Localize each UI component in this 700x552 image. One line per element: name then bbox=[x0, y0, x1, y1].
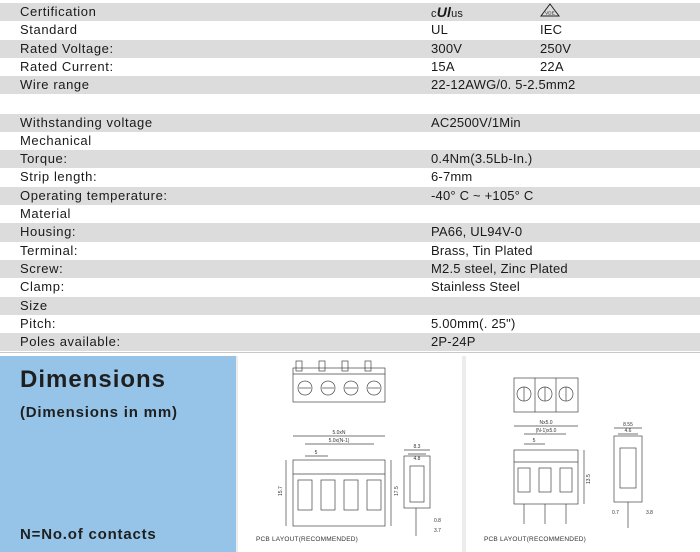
spec-value: PA66, UL94V-0 bbox=[431, 224, 523, 240]
dimension-drawing-2 bbox=[466, 356, 700, 552]
section-heading: Size bbox=[20, 297, 48, 313]
spec-label: Pitch: bbox=[20, 315, 57, 331]
svg-text:15.7: 15.7 bbox=[278, 486, 284, 496]
row-mechanical bbox=[0, 132, 700, 150]
spec-label: Rated Voltage: bbox=[20, 40, 114, 56]
vde-triangle-icon bbox=[540, 3, 560, 17]
row-housing bbox=[0, 223, 700, 241]
vde-certification-mark bbox=[540, 3, 560, 22]
spec-value-iec: IEC bbox=[540, 22, 563, 38]
svg-text:Nx5.0: Nx5.0 bbox=[539, 420, 553, 426]
terminal-block-drawing-icon bbox=[238, 356, 462, 552]
row-material bbox=[0, 205, 700, 223]
spec-value: Brass, Tin Plated bbox=[431, 242, 533, 258]
spec-value-ul: 300V bbox=[431, 40, 463, 56]
spec-label: Poles available: bbox=[20, 334, 121, 350]
row-screw bbox=[0, 260, 700, 278]
row-size bbox=[0, 297, 700, 315]
svg-text:3.8: 3.8 bbox=[646, 510, 653, 516]
spec-label: Screw: bbox=[20, 260, 64, 276]
row-withstanding-voltage bbox=[0, 114, 700, 132]
pcb-layout-caption: PCB LAYOUT(RECOMMENDED) bbox=[256, 536, 358, 543]
row-standard bbox=[0, 21, 700, 39]
svg-text:4.8: 4.8 bbox=[413, 456, 421, 462]
spec-value-iec: 22A bbox=[540, 58, 564, 74]
section-heading: Mechanical bbox=[20, 132, 92, 148]
row-rated-voltage bbox=[0, 40, 700, 58]
svg-text:3.7: 3.7 bbox=[434, 528, 441, 534]
spec-label: Housing: bbox=[20, 224, 77, 240]
svg-text:8.3: 8.3 bbox=[413, 444, 421, 450]
terminal-block-drawing-icon bbox=[466, 356, 700, 552]
divider bbox=[0, 352, 700, 353]
spec-value: 6-7mm bbox=[431, 169, 473, 185]
section-heading: Material bbox=[20, 206, 72, 221]
svg-text:5: 5 bbox=[532, 438, 536, 444]
spec-label: Terminal: bbox=[20, 242, 79, 258]
dimensions-title: Dimensions bbox=[20, 366, 167, 393]
spec-value: Stainless Steel bbox=[431, 279, 520, 295]
row-poles-available bbox=[0, 333, 700, 351]
spec-value: 0.4Nm(3.5Lb-In.) bbox=[431, 151, 533, 167]
dimensions-subtitle: (Dimensions in mm) bbox=[20, 404, 178, 421]
row-clamp bbox=[0, 278, 700, 296]
svg-text:VDE: VDE bbox=[545, 10, 555, 16]
spec-label: Wire range bbox=[20, 77, 90, 93]
svg-text:0.7: 0.7 bbox=[612, 510, 619, 516]
svg-text:13.5: 13.5 bbox=[586, 474, 592, 484]
contacts-note: N=No.of contacts bbox=[20, 526, 157, 543]
spec-label: Rated Current: bbox=[20, 58, 114, 74]
dimensions-section bbox=[0, 356, 700, 552]
spec-value-ul: 15A bbox=[431, 58, 455, 74]
svg-text:(N-1)x5.0: (N-1)x5.0 bbox=[535, 428, 557, 434]
spec-value-ul: UL bbox=[431, 22, 449, 38]
svg-text:4.6: 4.6 bbox=[624, 428, 632, 434]
row-pitch bbox=[0, 315, 700, 333]
spec-label: Withstanding voltage bbox=[20, 114, 153, 130]
spec-label: Clamp: bbox=[20, 279, 65, 295]
spec-value: AC2500V/1Min bbox=[431, 114, 521, 130]
ul-certification-mark: cUlus bbox=[431, 4, 464, 20]
dimension-drawing-1 bbox=[238, 356, 462, 552]
row-operating-temperature bbox=[0, 187, 700, 205]
svg-text:5: 5 bbox=[314, 450, 318, 456]
row-terminal bbox=[0, 242, 700, 260]
spec-label: Strip length: bbox=[20, 169, 98, 185]
svg-text:8.55: 8.55 bbox=[623, 422, 633, 428]
spec-label: Certification bbox=[20, 4, 97, 19]
spec-value: 5.00mm(. 25") bbox=[431, 315, 516, 331]
row-wire-range bbox=[0, 76, 700, 94]
pcb-layout-caption: PCB LAYOUT(RECOMMENDED) bbox=[484, 536, 586, 543]
row-torque bbox=[0, 150, 700, 168]
spec-label: Standard bbox=[20, 22, 78, 38]
dimensions-banner bbox=[0, 356, 236, 552]
row-strip-length bbox=[0, 168, 700, 186]
spec-value: -40° C ~ +105° C bbox=[431, 187, 534, 203]
spec-label: Torque: bbox=[20, 151, 68, 167]
svg-text:5.0xN: 5.0xN bbox=[332, 430, 346, 436]
row-rated-current bbox=[0, 58, 700, 76]
svg-text:5.0x(N-1): 5.0x(N-1) bbox=[328, 438, 350, 444]
spec-value: M2.5 steel, Zinc Plated bbox=[431, 260, 568, 276]
svg-text:0.8: 0.8 bbox=[434, 518, 441, 524]
spec-value: 2P-24P bbox=[431, 334, 476, 350]
row-certification bbox=[0, 3, 700, 21]
spec-label: Operating temperature: bbox=[20, 187, 168, 203]
spec-value-iec: 250V bbox=[540, 40, 572, 56]
svg-text:17.5: 17.5 bbox=[394, 486, 400, 496]
spec-value: 22-12AWG/0. 5-2.5mm2 bbox=[431, 77, 576, 93]
